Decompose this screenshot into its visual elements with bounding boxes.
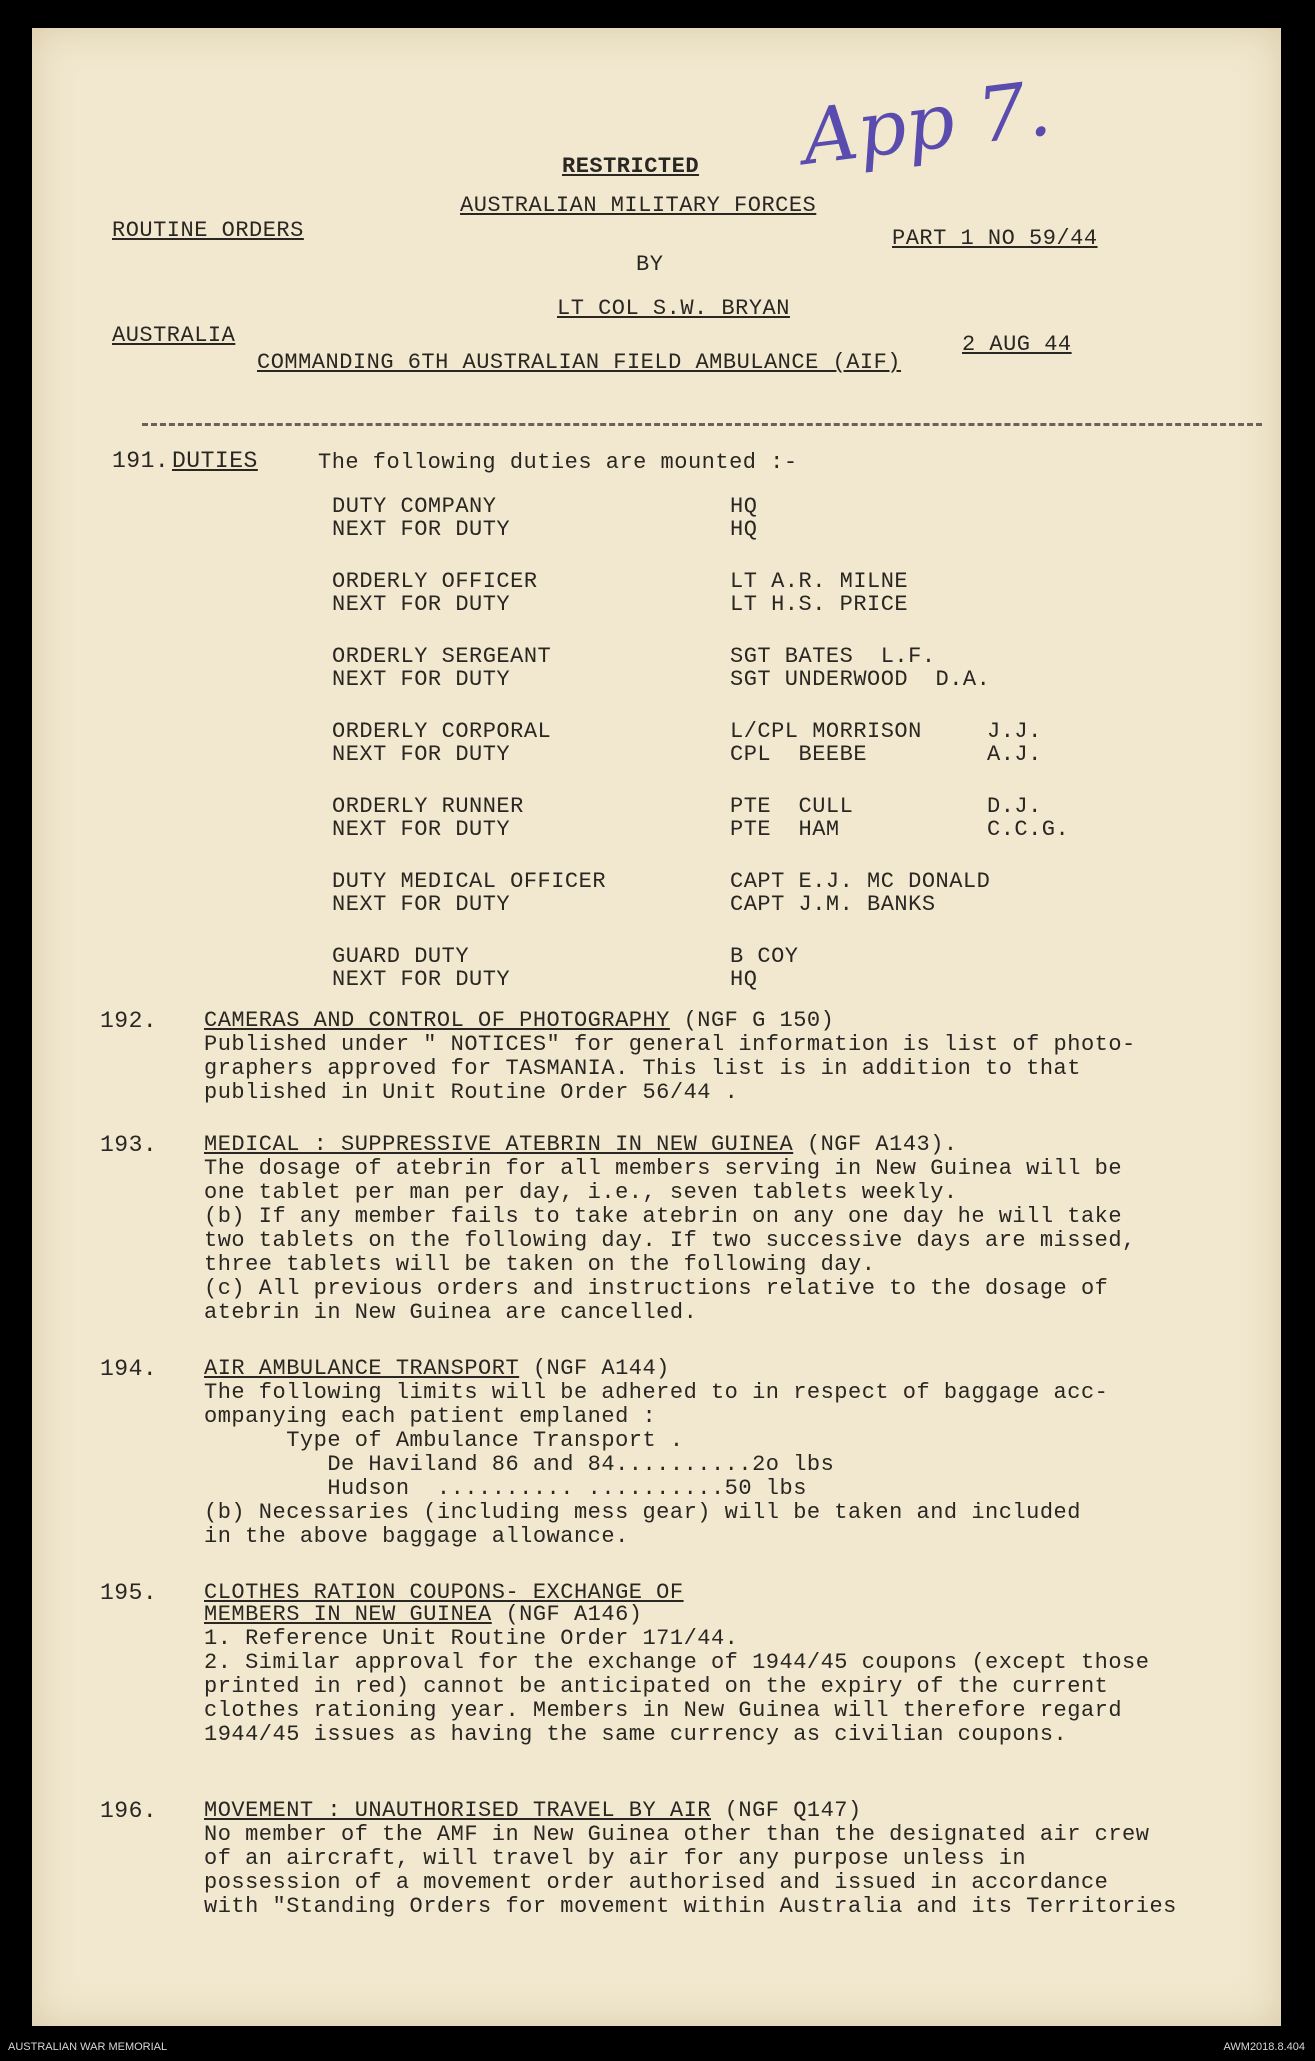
duties-intro: The following duties are mounted :- [318, 450, 798, 475]
duty-role: NEXT FOR DUTY [332, 742, 511, 767]
duty-role: GUARD DUTY [332, 944, 470, 969]
duty-assignee: HQ [730, 517, 758, 542]
duty-assignee: PTE CULL [730, 794, 854, 819]
duty-role: ORDERLY OFFICER [332, 569, 538, 594]
item-text-line: 1944/45 issues as having the same currency as civilian coupons. [204, 1722, 1068, 1747]
org-title: AUSTRALIAN MILITARY FORCES [460, 193, 817, 218]
item-heading-line [204, 1602, 642, 1627]
item-text-line: possession of a movement order authorised and issued in accordance [204, 1870, 1109, 1895]
duty-role: NEXT FOR DUTY [332, 667, 511, 692]
item-number: 196. [100, 1798, 158, 1824]
handwritten-annotation: App 7. [797, 63, 1056, 182]
duty-assignee: B COY [730, 944, 799, 969]
duty-assignee: CPL BEEBE [730, 742, 868, 767]
item-text-line: Hudson .......... ..........50 lbs [204, 1476, 807, 1501]
duty-role: NEXT FOR DUTY [332, 517, 511, 542]
item-heading-continued: MEMBERS IN NEW GUINEA [204, 1602, 492, 1627]
item-text-line: The following limits will be adhered to in respect of baggage acc- [204, 1380, 1109, 1405]
item-text-line: with "Standing Orders for movement within Australia and its Territories [204, 1894, 1177, 1919]
item-text-line: De Haviland 86 and 84..........2o lbs [204, 1452, 835, 1477]
item-text-line: 2. Similar approval for the exchange of 1944/45 coupons (except those [204, 1650, 1150, 1675]
duty-role: NEXT FOR DUTY [332, 592, 511, 617]
item-text-line: Published under " NOTICES" for general information is list of photo- [204, 1032, 1136, 1057]
item-text-line: (c) All previous orders and instructions relative to the dosage of [204, 1276, 1109, 1301]
document-page [32, 28, 1281, 2026]
item-reference: (NGF A146) [505, 1602, 643, 1627]
duty-assignee: HQ [730, 967, 758, 992]
duty-assignee: SGT BATES L.F. [730, 644, 936, 669]
item-number: 192. [100, 1008, 158, 1034]
duty-assignee: L/CPL MORRISON [730, 719, 922, 744]
duty-assignee: LT A.R. MILNE [730, 569, 909, 594]
item-text-line: clothes rationing year. Members in New Guinea will therefore regard [204, 1698, 1123, 1723]
item-heading: CAMERAS AND CONTROL OF PHOTOGRAPHY [204, 1008, 670, 1033]
unit-name: COMMANDING 6TH AUSTRALIAN FIELD AMBULANCE (AIF) [257, 350, 902, 375]
item-text-line: 1. Reference Unit Routine Order 171/44. [204, 1626, 739, 1651]
duty-role: ORDERLY RUNNER [332, 794, 524, 819]
item-text-line: published in Unit Routine Order 56/44 . [204, 1080, 739, 1105]
part-number: PART 1 NO 59/44 [892, 226, 1098, 251]
duty-initials: J.J. [987, 719, 1042, 744]
item-text-line: printed in red) cannot be anticipated on the expiry of the current [204, 1674, 1109, 1699]
item-number: 195. [100, 1580, 158, 1606]
duty-assignee: SGT UNDERWOOD D.A. [730, 667, 991, 692]
duty-role: NEXT FOR DUTY [332, 967, 511, 992]
item-text-line: ompanying each patient emplaned : [204, 1404, 657, 1429]
item-text-line: The dosage of atebrin for all members serving in New Guinea will be [204, 1156, 1123, 1181]
duty-initials: D.J. [987, 794, 1042, 819]
commanding-officer: LT COL S.W. BRYAN [557, 296, 790, 321]
item-heading: MOVEMENT : UNAUTHORISED TRAVEL BY AIR [204, 1798, 711, 1823]
footer-right: AWM2018.8.404 [1223, 2041, 1305, 2053]
duty-assignee: LT H.S. PRICE [730, 592, 909, 617]
duty-role: ORDERLY SERGEANT [332, 644, 552, 669]
duty-assignee: CAPT J.M. BANKS [730, 892, 936, 917]
item-text-line: Type of Ambulance Transport . [204, 1428, 684, 1453]
item-text-line: one tablet per man per day, i.e., seven tablets weekly. [204, 1180, 958, 1205]
duty-role: DUTY MEDICAL OFFICER [332, 869, 607, 894]
item-text-line: three tablets will be taken on the following day. [204, 1252, 876, 1277]
item-text-line: graphers approved for TASMANIA. This list is in addition to that [204, 1056, 1081, 1081]
item-text-line: atebrin in New Guinea are cancelled. [204, 1300, 698, 1325]
item-heading: DUTIES [172, 448, 258, 474]
header-divider [142, 423, 1262, 426]
item-number: 191. [112, 448, 170, 474]
duty-initials: C.C.G. [987, 817, 1070, 842]
item-heading-line [204, 1798, 862, 1823]
item-reference: (NGF A144) [532, 1356, 670, 1381]
item-heading: CLOTHES RATION COUPONS- EXCHANGE OF [204, 1580, 684, 1605]
classification-stamp: RESTRICTED [562, 154, 700, 179]
item-heading: MEDICAL : SUPPRESSIVE ATEBRIN IN NEW GUINEA [204, 1132, 794, 1157]
duty-role: DUTY COMPANY [332, 494, 497, 519]
location: AUSTRALIA [112, 323, 236, 348]
item-text-line: two tablets on the following day. If two successive days are missed, [204, 1228, 1136, 1253]
footer-left: AUSTRALIAN WAR MEMORIAL [8, 2041, 168, 2053]
item-heading: AIR AMBULANCE TRANSPORT [204, 1356, 520, 1381]
item-text-line: of an aircraft, will travel by air for any purpose unless in [204, 1846, 1027, 1871]
duty-role: NEXT FOR DUTY [332, 817, 511, 842]
duty-role: NEXT FOR DUTY [332, 892, 511, 917]
item-heading-line [204, 1008, 834, 1033]
duty-assignee: CAPT E.J. MC DONALD [730, 869, 991, 894]
item-text-line: (b) If any member fails to take atebrin on any one day he will take [204, 1204, 1123, 1229]
item-text-line: in the above baggage allowance. [204, 1524, 629, 1549]
item-heading-line [204, 1356, 670, 1381]
duty-initials: A.J. [987, 742, 1042, 767]
routine-orders-title: ROUTINE ORDERS [112, 218, 304, 243]
by-label: BY [636, 252, 664, 277]
duty-role: ORDERLY CORPORAL [332, 719, 552, 744]
item-reference: (NGF G 150) [683, 1008, 835, 1033]
item-reference: (NGF Q147) [724, 1798, 862, 1823]
item-reference: (NGF A143). [806, 1132, 958, 1157]
duty-assignee: PTE HAM [730, 817, 840, 842]
duty-assignee: HQ [730, 494, 758, 519]
item-heading-line [204, 1132, 958, 1157]
order-date: 2 AUG 44 [962, 332, 1072, 357]
item-text-line: No member of the AMF in New Guinea other than the designated air crew [204, 1822, 1150, 1847]
item-number: 194. [100, 1356, 158, 1382]
item-number: 193. [100, 1132, 158, 1158]
item-text-line: (b) Necessaries (including mess gear) will be taken and included [204, 1500, 1081, 1525]
